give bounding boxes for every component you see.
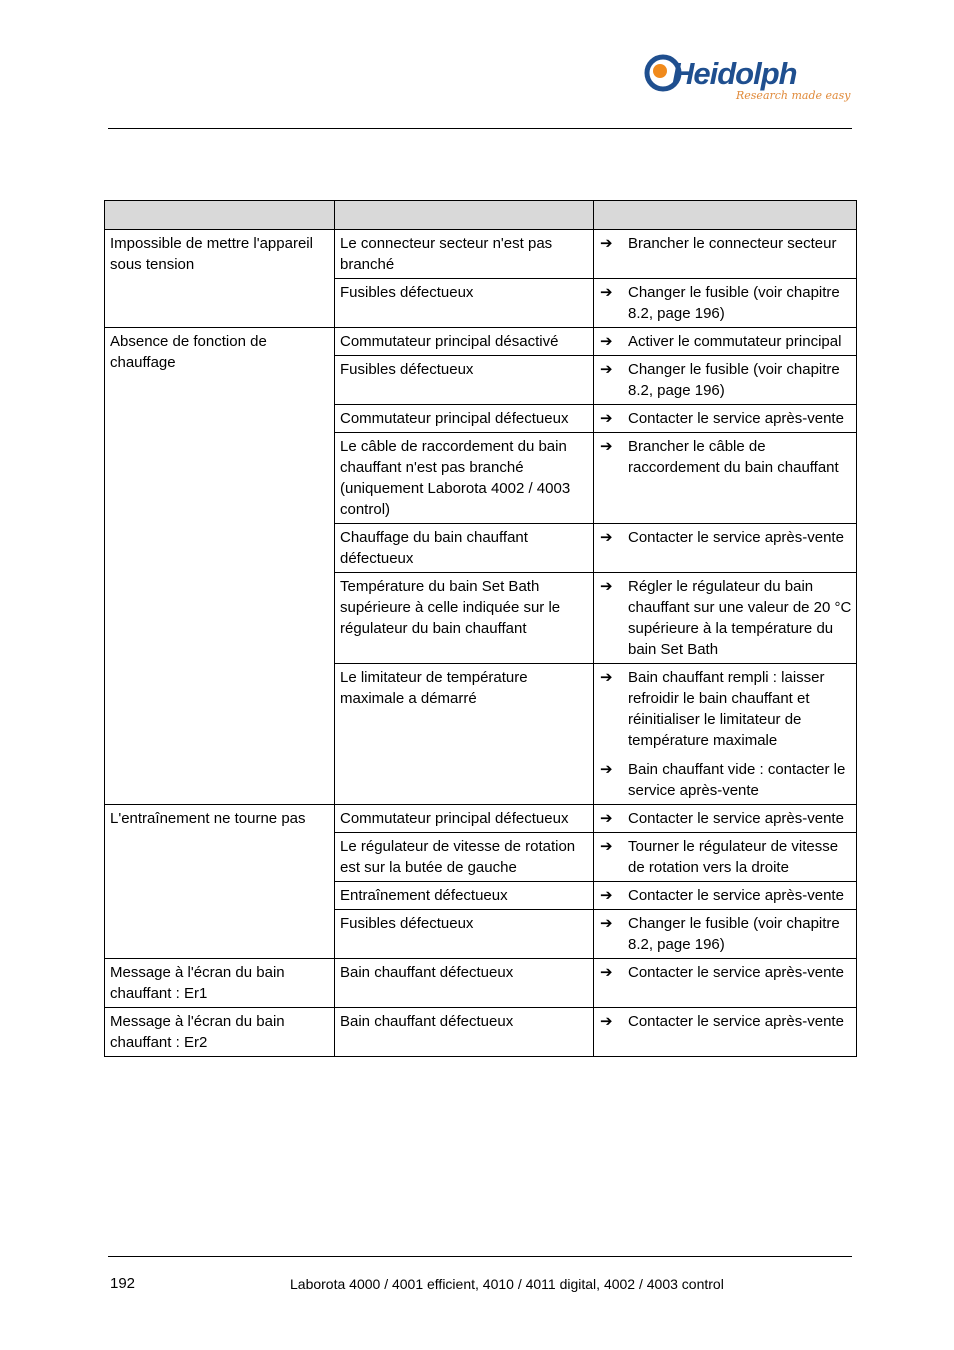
cause-cell: Le régulateur de vitesse de rotation est sur la butée de gauche xyxy=(335,833,594,882)
troubleshooting-table xyxy=(104,200,857,1057)
arrow-right-icon: ➔ xyxy=(600,529,613,546)
table-header-row xyxy=(105,201,857,230)
solution-cell xyxy=(594,328,857,356)
table-body xyxy=(105,230,857,1057)
solution-text: Activer le commutateur principal xyxy=(628,333,842,350)
solution-item xyxy=(600,527,852,548)
logo-wordmark: Heidolph xyxy=(672,56,797,91)
arrow-right-icon: ➔ xyxy=(600,915,613,932)
solution-item xyxy=(600,1011,852,1032)
solution-cell xyxy=(594,833,857,882)
cause-cell: Bain chauffant défectueux xyxy=(335,1008,594,1057)
solution-text: Contacter le service après-vente xyxy=(628,529,844,546)
solution-item xyxy=(600,885,852,906)
solution-text: Changer le fusible (voir chapitre 8.2, page 196) xyxy=(628,284,840,322)
solution-text: Contacter le service après-vente xyxy=(628,964,844,981)
header-cell-cause xyxy=(335,201,594,230)
solution-text: Contacter le service après-vente xyxy=(628,1013,844,1030)
arrow-right-icon: ➔ xyxy=(600,284,613,301)
cause-cell: Le câble de raccordement du bain chauffant n'est pas branché (uniquement Laborota 4002 / 4003 control) xyxy=(335,433,594,524)
cause-cell: Commutateur principal désactivé xyxy=(335,328,594,356)
solution-cell xyxy=(594,910,857,959)
arrow-right-icon: ➔ xyxy=(600,235,613,252)
cause-cell: Entraînement défectueux xyxy=(335,882,594,910)
table-row xyxy=(105,805,857,833)
table-row xyxy=(105,959,857,1008)
solution-text: Contacter le service après-vente xyxy=(628,810,844,827)
arrow-right-icon: ➔ xyxy=(600,578,613,595)
solution-text: Contacter le service après-vente xyxy=(628,410,844,427)
solution-item xyxy=(600,667,852,751)
solution-text: Bain chauffant vide : contacter le service après-vente xyxy=(628,761,846,799)
solution-text: Régler le régulateur du bain chauffant sur une valeur de 20 °C supérieure à la température du bain Set Bath xyxy=(628,578,852,658)
footer-rule xyxy=(108,1256,852,1257)
arrow-right-icon: ➔ xyxy=(600,669,613,686)
solution-text: Changer le fusible (voir chapitre 8.2, page 196) xyxy=(628,915,840,953)
document-title: Laborota 4000 / 4001 efficient, 4010 / 4011 digital, 4002 / 4003 control xyxy=(290,1276,724,1292)
arrow-right-icon: ➔ xyxy=(600,361,613,378)
solution-cell xyxy=(594,573,857,664)
solution-text: Tourner le régulateur de vitesse de rotation vers la droite xyxy=(628,838,839,876)
logo-tagline: Research made easy xyxy=(736,89,851,102)
solution-cell xyxy=(594,959,857,1008)
cause-cell: Commutateur principal défectueux xyxy=(335,405,594,433)
page-number: 192 xyxy=(110,1275,136,1292)
cause-cell: Le connecteur secteur n'est pas branché xyxy=(335,230,594,279)
heidolph-logo xyxy=(644,52,856,112)
solution-cell xyxy=(594,882,857,910)
solution-item xyxy=(600,576,852,660)
solution-cell xyxy=(594,279,857,328)
arrow-right-icon: ➔ xyxy=(600,761,613,778)
solution-cell xyxy=(594,230,857,279)
solution-item xyxy=(600,808,852,829)
solution-cell xyxy=(594,524,857,573)
solution-item xyxy=(600,331,852,352)
solution-item xyxy=(600,759,852,801)
solution-cell xyxy=(594,664,857,805)
fault-cell: Absence de fonction de chauffage xyxy=(105,328,335,805)
fault-cell: Impossible de mettre l'appareil sous tension xyxy=(105,230,335,328)
solution-text: Contacter le service après-vente xyxy=(628,887,844,904)
solution-item xyxy=(600,436,852,478)
arrow-right-icon: ➔ xyxy=(600,838,613,855)
solution-text: Bain chauffant rempli : laisser refroidir le bain chauffant et réinitialiser le limitateur de température maximale xyxy=(628,669,825,749)
cause-cell: Commutateur principal défectueux xyxy=(335,805,594,833)
cause-cell: Chauffage du bain chauffant défectueux xyxy=(335,524,594,573)
header-cell-solution xyxy=(594,201,857,230)
cause-cell: Fusibles défectueux xyxy=(335,910,594,959)
solution-cell xyxy=(594,356,857,405)
cause-cell: Le limitateur de température maximale a démarré xyxy=(335,664,594,805)
header-cell-fault xyxy=(105,201,335,230)
table-row xyxy=(105,328,857,356)
solution-cell xyxy=(594,405,857,433)
solution-text: Brancher le connecteur secteur xyxy=(628,235,837,252)
solution-item xyxy=(600,282,852,324)
cause-cell: Bain chauffant défectueux xyxy=(335,959,594,1008)
arrow-right-icon: ➔ xyxy=(600,1013,613,1030)
table-row xyxy=(105,1008,857,1057)
solution-cell xyxy=(594,805,857,833)
solution-cell xyxy=(594,1008,857,1057)
cause-cell: Fusibles défectueux xyxy=(335,279,594,328)
fault-cell: Message à l'écran du bain chauffant : Er1 xyxy=(105,959,335,1008)
solution-text: Changer le fusible (voir chapitre 8.2, page 196) xyxy=(628,361,840,399)
fault-cell: L'entraînement ne tourne pas xyxy=(105,805,335,959)
solution-item xyxy=(600,962,852,983)
cause-cell: Température du bain Set Bath supérieure à celle indiquée sur le régulateur du bain chauffant xyxy=(335,573,594,664)
solution-item xyxy=(600,408,852,429)
solution-cell xyxy=(594,433,857,524)
solution-item xyxy=(600,913,852,955)
solution-item xyxy=(600,836,852,878)
solution-item xyxy=(600,233,852,254)
arrow-right-icon: ➔ xyxy=(600,410,613,427)
solution-item xyxy=(600,359,852,401)
solution-text: Brancher le câble de raccordement du bain chauffant xyxy=(628,438,839,476)
cause-cell: Fusibles défectueux xyxy=(335,356,594,405)
table-row xyxy=(105,230,857,279)
header-rule xyxy=(108,128,852,129)
arrow-right-icon: ➔ xyxy=(600,810,613,827)
arrow-right-icon: ➔ xyxy=(600,964,613,981)
fault-cell: Message à l'écran du bain chauffant : Er2 xyxy=(105,1008,335,1057)
arrow-right-icon: ➔ xyxy=(600,887,613,904)
arrow-right-icon: ➔ xyxy=(600,333,613,350)
arrow-right-icon: ➔ xyxy=(600,438,613,455)
